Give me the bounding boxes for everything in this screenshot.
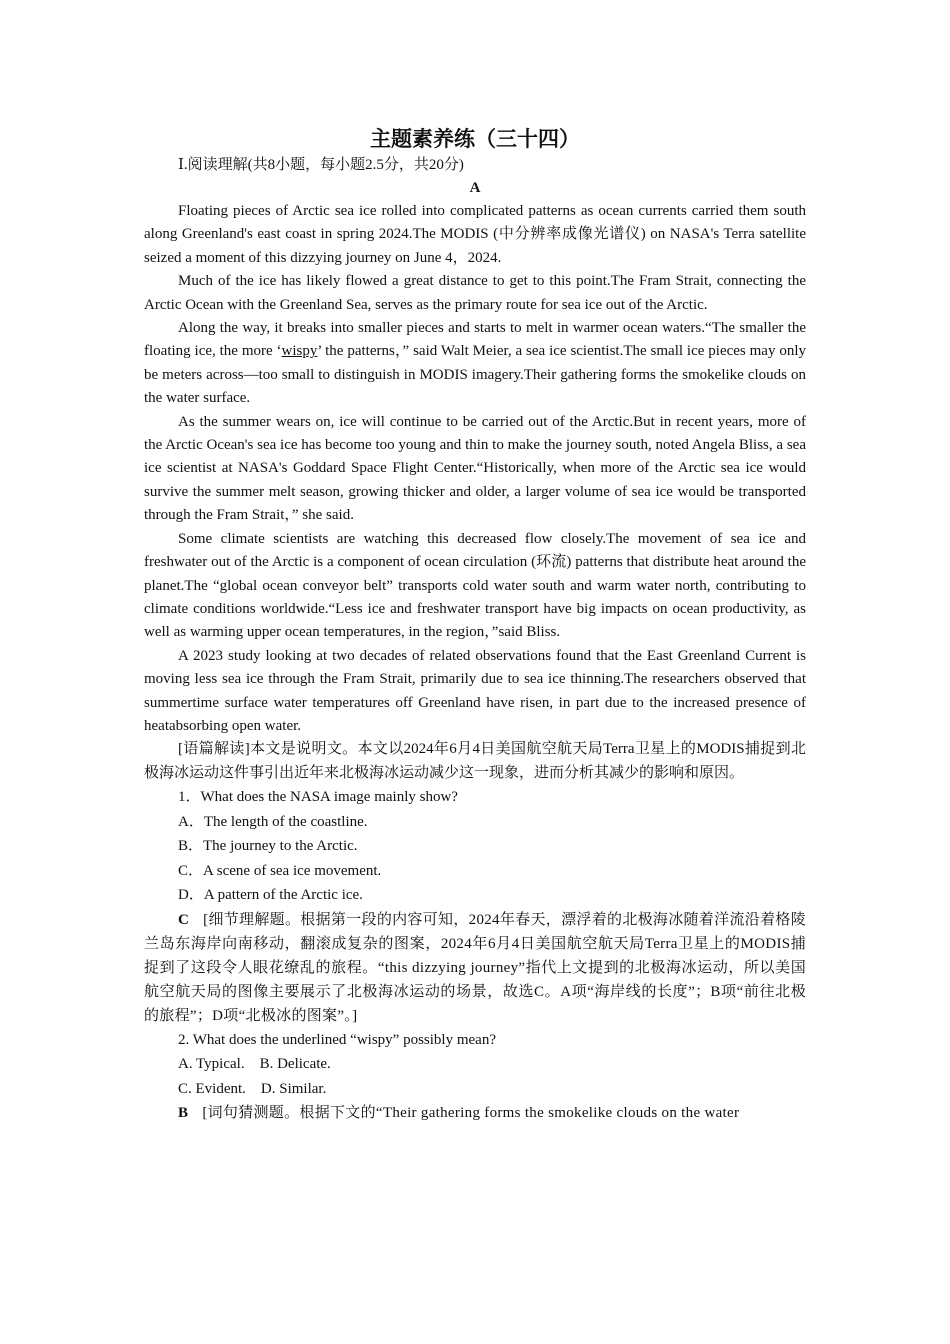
question-2-option-d: D. Similar. bbox=[260, 1080, 327, 1097]
paragraph-3-before: Along the way, it breaks into smaller pieces and starts to melt in warmer ocean waters.“The smaller the floating ice, the more ‘ bbox=[144, 320, 806, 360]
question-1-answer bbox=[144, 908, 806, 1028]
section-heading: Ⅰ.阅读理解(共8小题，每小题2.5分，共20分) bbox=[178, 157, 464, 173]
question-2-stem: 2. What does the underlined “wispy” possibly mean? bbox=[178, 1031, 496, 1048]
passage-paragraph-4: As the summer wears on, ice will continue to be carried out of the Arctic.But in recent years, more of the Arctic Ocean's sea ice has become too young and thin to make the journey south, noted Angela Bliss, a sea ice scientist at NASA's Goddard Space Flight Center.“Historically, when more of the Arctic sea ice would survive the summer melt season, growing thicker and older, a larger volume of sea ice would be transported through the Fram Strait，” she said. bbox=[144, 413, 806, 524]
paragraph-3-after: ’ the patterns，” said Walt Meier, a sea ice scientist.The small ice pieces may only be meters across—too small to distinguish in MODIS imagery.Their gathering forms the smokelike clouds on the water surface. bbox=[144, 343, 806, 407]
passage-label: A bbox=[469, 180, 481, 196]
question-1-explanation: [细节理解题。根据第一段的内容可知，2024年春天，漂浮着的北极海冰随着洋流沿着格陵兰岛东海岸向南移动，翻滚成复杂的图案，2024年6月4日美国航空航天局Terra卫星上的MODIS捕捉到了这段令人眼花缭乱的旅程。“this dizzying journey”指代上文提到的北极海冰运动，所以美国航空航天局的图像主要展示了北极海冰运动的场景，故选C。A项“海岸线的长度”；B项“前往北极的旅程”；D项“北极冰的图案”。] bbox=[144, 911, 806, 1024]
passage-paragraph-6: A 2023 study looking at two decades of related observations found that the East Greenland Current is moving less sea ice through the Fram Strait, primarily due to sea ice thinning.The researchers observed that summertime surface water temperatures off Greenland have risen, in part due to the increased presence of heatabsorbing open water. bbox=[144, 647, 806, 734]
question-2-answer bbox=[144, 1101, 806, 1125]
analysis-label: [语篇解读] bbox=[178, 741, 250, 758]
passage-paragraph-2: Much of the ice has likely flowed a great distance to get to this point.The Fram Strait, connecting the Arctic Ocean with the Greenland Sea, serves as the primary route for sea ice out of the Arctic. bbox=[144, 273, 806, 313]
passage-analysis bbox=[144, 738, 806, 785]
question-2-explanation: [词句猜测题。根据下文的“Their gathering forms the smokelike clouds on the water bbox=[202, 1105, 740, 1122]
question-2-answer-letter: B bbox=[178, 1105, 189, 1122]
question-2-options-cd bbox=[144, 1077, 806, 1102]
passage-paragraph-3 bbox=[144, 317, 806, 411]
question-1-option-d: D．A pattern of the Arctic ice. bbox=[178, 887, 363, 904]
document-content bbox=[144, 124, 806, 1125]
question-1-option-b: B．The journey to the Arctic. bbox=[178, 838, 358, 855]
underlined-word-wispy: wispy bbox=[281, 343, 318, 360]
passage-paragraph-1: Floating pieces of Arctic sea ice rolled into complicated patterns as ocean currents carried them south along Greenland's east coast in spring 2024.The MODIS (中分辨率成像光谱仪) on NASA's Terra satellite seized a moment of this dizzying journey on June 4，2024. bbox=[144, 203, 806, 266]
question-2-option-b: B. Delicate. bbox=[259, 1056, 331, 1073]
analysis-text: 本文是说明文。本文以2024年6月4日美国航空航天局Terra卫星上的MODIS捕捉到北极海冰运动这件事引出近年来北极海冰运动减少这一现象，进而分析其减少的影响和原因。 bbox=[144, 741, 806, 781]
question-1-option-a: A．The length of the coastline. bbox=[178, 813, 368, 830]
question-1-option-c: C．A scene of sea ice movement. bbox=[178, 862, 382, 879]
passage-paragraph-5: Some climate scientists are watching this decreased flow closely.The movement of sea ice and freshwater out of the Arctic is a component of ocean circulation (环流) patterns that distribute heat around the planet.The “global ocean conveyor belt” transports cold water south and warm water north, contributing to climate conditions worldwide.“Less ice and freshwater transport have big impacts on ocean productivity, as well as warming upper ocean temperatures, in the region，”said Bliss. bbox=[144, 530, 806, 641]
question-1-stem: 1．What does the NASA image mainly show? bbox=[178, 789, 458, 806]
question-2-options-ab bbox=[144, 1052, 806, 1077]
document-title: 主题素养练（三十四） bbox=[370, 127, 580, 151]
question-2-option-c: C. Evident. bbox=[178, 1080, 246, 1097]
question-2-option-a: A. Typical. bbox=[178, 1056, 245, 1073]
question-1-answer-letter: C bbox=[178, 911, 190, 928]
